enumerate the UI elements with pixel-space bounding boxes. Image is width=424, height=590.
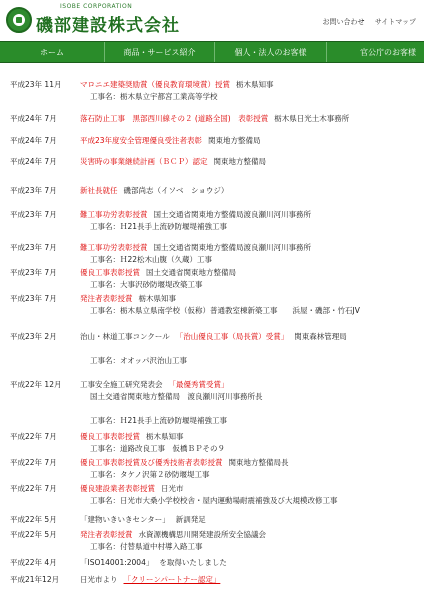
news-date: 平成22年 12月 bbox=[10, 380, 62, 389]
news-subline: 工事名：タケノ沢第２砂防堰堤工事 bbox=[90, 470, 210, 479]
news-date: 平成24年 7月 bbox=[10, 157, 57, 166]
global-nav bbox=[0, 41, 424, 63]
news-subline: 工事名：栃木県立県南学校（仮称）普通教室棟新築工事 浜屋・磯部・竹石JV bbox=[90, 306, 360, 315]
news-text bbox=[80, 185, 228, 197]
news-date: 平成22年 7月 bbox=[10, 432, 57, 441]
news-date: 平成21年12月 bbox=[10, 575, 60, 584]
news-organization: 日光市 bbox=[161, 484, 184, 493]
news-date: 平成22年 5月 bbox=[10, 515, 57, 524]
news-text bbox=[80, 113, 349, 125]
news-text bbox=[80, 156, 266, 168]
news-organization: 国土交通省関東地方整備局 bbox=[146, 268, 236, 277]
news-organization: 関東地方整備局長 bbox=[228, 458, 289, 467]
news-date: 平成22年 4月 bbox=[10, 558, 57, 567]
news-date: 平成23年 7月 bbox=[10, 210, 57, 219]
nav-individual-corporate[interactable]: 個人・法人のお客様 bbox=[215, 42, 327, 62]
news-highlight[interactable]: 「治山優良工事（局長賞）受賞」 bbox=[175, 332, 289, 341]
news-date: 平成23年 7月 bbox=[10, 243, 57, 252]
news-date: 平成24年 7月 bbox=[10, 114, 57, 123]
news-date: 平成23年 7月 bbox=[10, 186, 57, 195]
news-text bbox=[80, 574, 220, 586]
news-subline: 工事名：Ｈ22松木山腹（久蔵）工事 bbox=[90, 255, 213, 264]
news-text bbox=[80, 79, 274, 91]
news-title[interactable]: 日光市より bbox=[80, 575, 118, 584]
news-title[interactable]: 発注者表彰授賞 bbox=[80, 294, 133, 303]
news-text bbox=[80, 293, 176, 305]
nav-government[interactable]: 官公庁のお客様 bbox=[360, 47, 416, 57]
news-organization: 関東地方整備局 bbox=[208, 136, 261, 145]
news-text bbox=[80, 529, 266, 541]
news-text bbox=[80, 457, 289, 469]
news-title[interactable]: 優良工事表彰授賞 bbox=[80, 432, 140, 441]
news-organization: 国土交通省関東地方整備局渡良瀬川河川事務所 bbox=[153, 243, 311, 252]
news-organization: 磯部尚志（イソベ ショウジ） bbox=[123, 186, 229, 195]
news-title[interactable]: 優良工事表彰授賞 bbox=[80, 268, 140, 277]
news-text bbox=[80, 483, 184, 495]
news-title[interactable]: マロニエ建築奨励賞（優良教育環境賞）授賞 bbox=[80, 80, 230, 89]
news-subline: 工事名：道路改良工事 仮橋ＢＰその９ bbox=[90, 444, 225, 453]
nav-products[interactable]: 商品・サービス紹介 bbox=[105, 42, 215, 62]
news-title[interactable]: 優良建設業者表彰授賞 bbox=[80, 484, 155, 493]
news-text bbox=[80, 331, 347, 343]
company-name[interactable]: 磯部建設株式会社 bbox=[36, 16, 180, 36]
contact-link[interactable]: お問い合わせ bbox=[322, 18, 365, 26]
news-date: 平成23年 11月 bbox=[10, 80, 62, 89]
news-title[interactable]: 落石防止工事 黒部西川線その２ (道路全国) 表彰授賞 bbox=[80, 114, 269, 123]
news-date: 平成24年 7月 bbox=[10, 136, 57, 145]
news-text bbox=[80, 379, 229, 391]
news-subline: 工事名：オオッパ沢治山工事 bbox=[90, 356, 188, 365]
nav-home[interactable]: ホーム bbox=[0, 42, 105, 62]
news-subline: 工事名：日光市大桑小学校校舎・屋内運動場耐震補強及び大規模改修工事 bbox=[90, 496, 338, 505]
news-title[interactable]: 「ISO14001:2004」 bbox=[80, 558, 154, 567]
news-subline: 工事名：大事沢砂防堰堤改築工事 bbox=[90, 280, 203, 289]
news-text bbox=[80, 431, 184, 443]
news-date: 平成23年 7月 bbox=[10, 294, 57, 303]
utility-links bbox=[315, 17, 416, 27]
company-logo[interactable] bbox=[6, 7, 32, 33]
news-title[interactable]: 難工事功労表彰授賞 bbox=[80, 210, 148, 219]
news-title[interactable]: 平成23年度安全管理優良受注者表彰 bbox=[80, 136, 203, 145]
news-title[interactable]: 優良工事表彰授賞及び優秀技術者表彰授賞 bbox=[80, 458, 223, 467]
news-date: 平成22年 7月 bbox=[10, 458, 57, 467]
news-text bbox=[80, 557, 227, 569]
news-organization: 栃木県知事 bbox=[138, 294, 176, 303]
news-title[interactable]: 工事安全施工研究発表会 bbox=[80, 380, 163, 389]
news-text bbox=[80, 135, 261, 147]
news-highlight[interactable]: 「クリーンパートナー認定」 bbox=[123, 575, 221, 584]
news-organization: 栃木県日光土木事務所 bbox=[274, 114, 350, 123]
news-text bbox=[80, 267, 236, 279]
news-title[interactable]: 「建物いきいきセンター」 bbox=[80, 515, 170, 524]
news-organization: 関東地方整備局 bbox=[213, 157, 266, 166]
news-title[interactable]: 発注者表彰授賞 bbox=[80, 530, 133, 539]
news-title[interactable]: 治山・林道工事コンクール bbox=[80, 332, 170, 341]
sitemap-link[interactable]: サイトマップ bbox=[374, 18, 416, 26]
news-text bbox=[80, 209, 311, 221]
news-subline: 工事名：Ｈ21長手上流砂防堰堤補強工事 bbox=[90, 416, 228, 425]
news-organization: 水資源機構思川開発建設所安全協議会 bbox=[138, 530, 266, 539]
news-date: 平成23年 7月 bbox=[10, 268, 57, 277]
news-date: 平成23年 2月 bbox=[10, 332, 57, 341]
news-title[interactable]: 災害時の事業継続計画（ＢＣＰ）認定 bbox=[80, 157, 208, 166]
news-organization: 関東森林管理局 bbox=[294, 332, 347, 341]
news-organization: 新訓発足 bbox=[175, 515, 206, 524]
news-subline: 国土交通省関東地方整備局 渡良瀬川河川事務所長 bbox=[90, 392, 263, 401]
news-subline: 工事名：付替県道中村導入路工事 bbox=[90, 542, 203, 551]
news-title[interactable]: 新社長就任 bbox=[80, 186, 118, 195]
news-date: 平成22年 7月 bbox=[10, 484, 57, 493]
news-organization: 栃木県知事 bbox=[146, 432, 184, 441]
news-subline: 工事名：栃木県立宇都宮工業高等学校 bbox=[90, 92, 218, 101]
news-highlight[interactable]: 「最優秀賞受賞」 bbox=[168, 380, 229, 389]
news-organization: を取得いたしました bbox=[159, 558, 227, 567]
news-organization: 国土交通省関東地方整備局渡良瀬川河川事務所 bbox=[153, 210, 311, 219]
site-header bbox=[0, 0, 424, 40]
news-organization: 栃木県知事 bbox=[236, 80, 274, 89]
news-title[interactable]: 難工事功労表彰授賞 bbox=[80, 243, 148, 252]
news-text bbox=[80, 514, 206, 526]
news-date: 平成22年 5月 bbox=[10, 530, 57, 539]
news-text bbox=[80, 242, 311, 254]
news-subline: 工事名：Ｈ21長手上流砂防堰堤補強工事 bbox=[90, 222, 228, 231]
company-name-english: ISOBE CORPORATION bbox=[60, 3, 133, 10]
